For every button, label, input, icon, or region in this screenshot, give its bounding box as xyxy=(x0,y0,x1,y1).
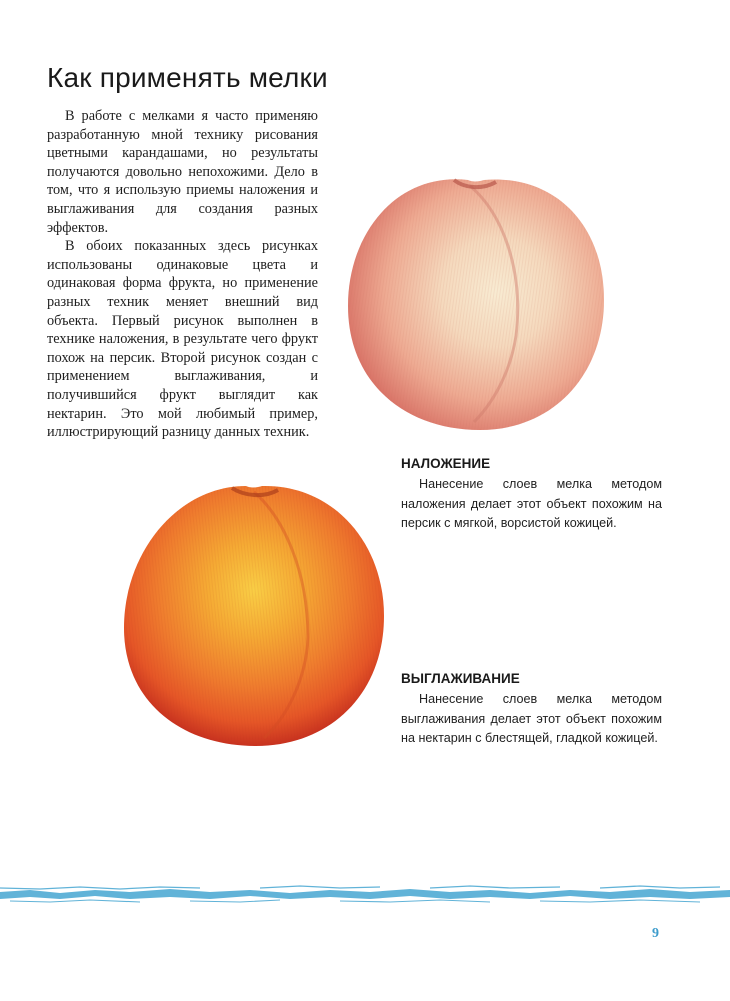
peach-illustration xyxy=(342,160,610,438)
caption-text: Нанесение слоев мелка методом выглаживания делает этот объект похожим на нектарин с блестящей, гладкой кожицей. xyxy=(401,692,662,745)
caption-text: Нанесение слоев мелка методом наложения делает этот объект похожим на персик с мягкой, ворсистой кожицей. xyxy=(401,477,662,530)
paragraph: В обоих показанных здесь рисунках использованы одинаковые цвета и одинаковая форма фрукта, но применение разных техник меняет внешний вид объекта. Первый рисунок выполнен в технике наложения, в результате чего фрукт похож на персик. Второй рисунок создан с применением выглаживания, и получившийся фрукт выглядит как нектарин. Это мой любимый пример, иллюстрирующий разницу данных техник. xyxy=(47,238,318,441)
page-number: 9 xyxy=(652,926,659,941)
decorative-crayon-border xyxy=(0,880,730,904)
body-text xyxy=(47,107,318,442)
nectarine-illustration xyxy=(118,472,390,752)
page-title: Как применять мелки xyxy=(47,62,328,93)
paragraph: В работе с мелками я часто применяю разработанную мной технику рисования цветными карандашами, но результаты получаются довольно непохожими. Дело в том, что я использую приемы наложения и выглаживания для создания разных эффектов. xyxy=(47,108,318,236)
caption-layering xyxy=(401,456,662,534)
caption-heading: ВЫГЛАЖИВАНИЕ xyxy=(401,671,520,686)
caption-burnishing xyxy=(401,671,662,749)
caption-heading: НАЛОЖЕНИЕ xyxy=(401,456,491,471)
